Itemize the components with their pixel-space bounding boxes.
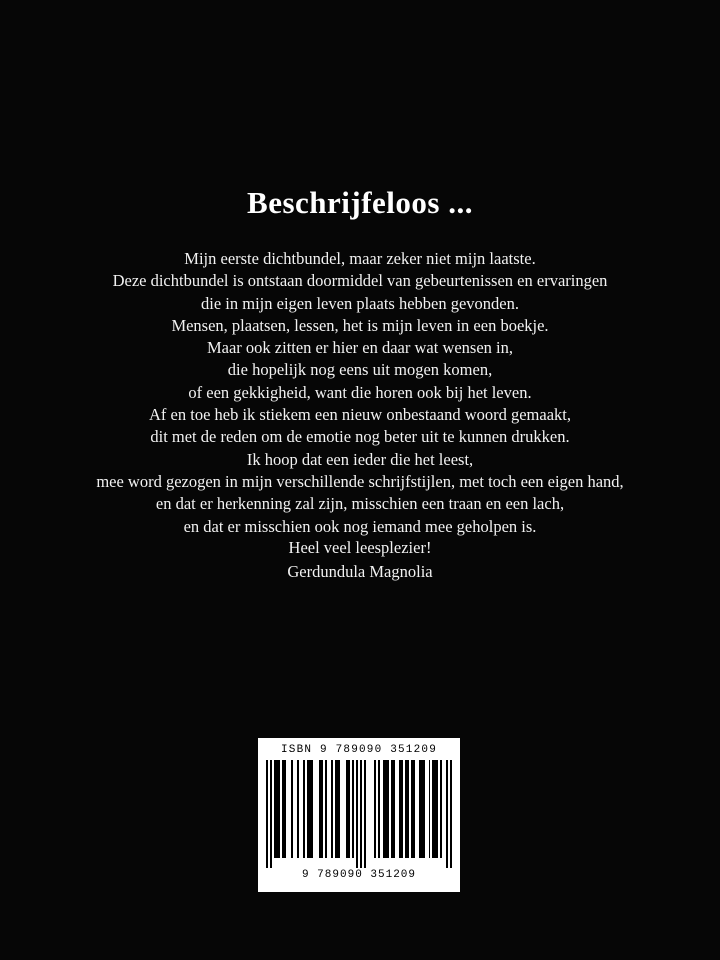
barcode-digits: 9 789090 351209 [301, 869, 417, 881]
blurb-line: die in mijn eigen leven plaats hebben gevonden. [201, 293, 519, 313]
blurb-line: en dat er herkenning zal zijn, misschien een traan en een lach, [155, 494, 565, 514]
blurb-line: of een gekkigheid, want die horen ook bij het leven. [188, 382, 532, 402]
barcode-caption: ISBN 9 789090 351209 [280, 744, 438, 756]
blurb-line: Deze dichtbundel is ontstaan doormiddel van gebeurtenissen en ervaringen [112, 271, 608, 291]
sign-off [0, 536, 720, 584]
sign-off-line: Heel veel leesplezier! [288, 538, 432, 557]
blurb-line: mee word gezogen in mijn verschillende schrijfstijlen, met toch een eigen hand, [96, 471, 624, 491]
author-name: Gerdundula Magnolia [287, 562, 433, 581]
barcode-bars [266, 760, 452, 868]
blurb-text [0, 248, 720, 538]
blurb-line: Ik hoop dat een ieder die het leest, [246, 449, 474, 469]
blurb-line: Af en toe heb ik stiekem een nieuw onbestaand woord gemaakt, [149, 405, 571, 425]
blurb-line: dit met de reden om de emotie nog beter uit te kunnen drukken. [150, 427, 570, 447]
blurb-line: en dat er misschien ook nog iemand mee geholpen is. [183, 516, 537, 536]
page-title: Beschrijfeloos ... [247, 185, 473, 220]
blurb-line: Maar ook zitten er hier en daar wat wensen in, [206, 338, 514, 358]
isbn-barcode [258, 738, 460, 892]
blurb-line: Mijn eerste dichtbundel, maar zeker niet mijn laatste. [184, 249, 536, 268]
blurb-line: Mensen, plaatsen, lessen, het is mijn leven in een boekje. [171, 315, 549, 335]
blurb-line: die hopelijk nog eens uit mogen komen, [227, 360, 493, 380]
